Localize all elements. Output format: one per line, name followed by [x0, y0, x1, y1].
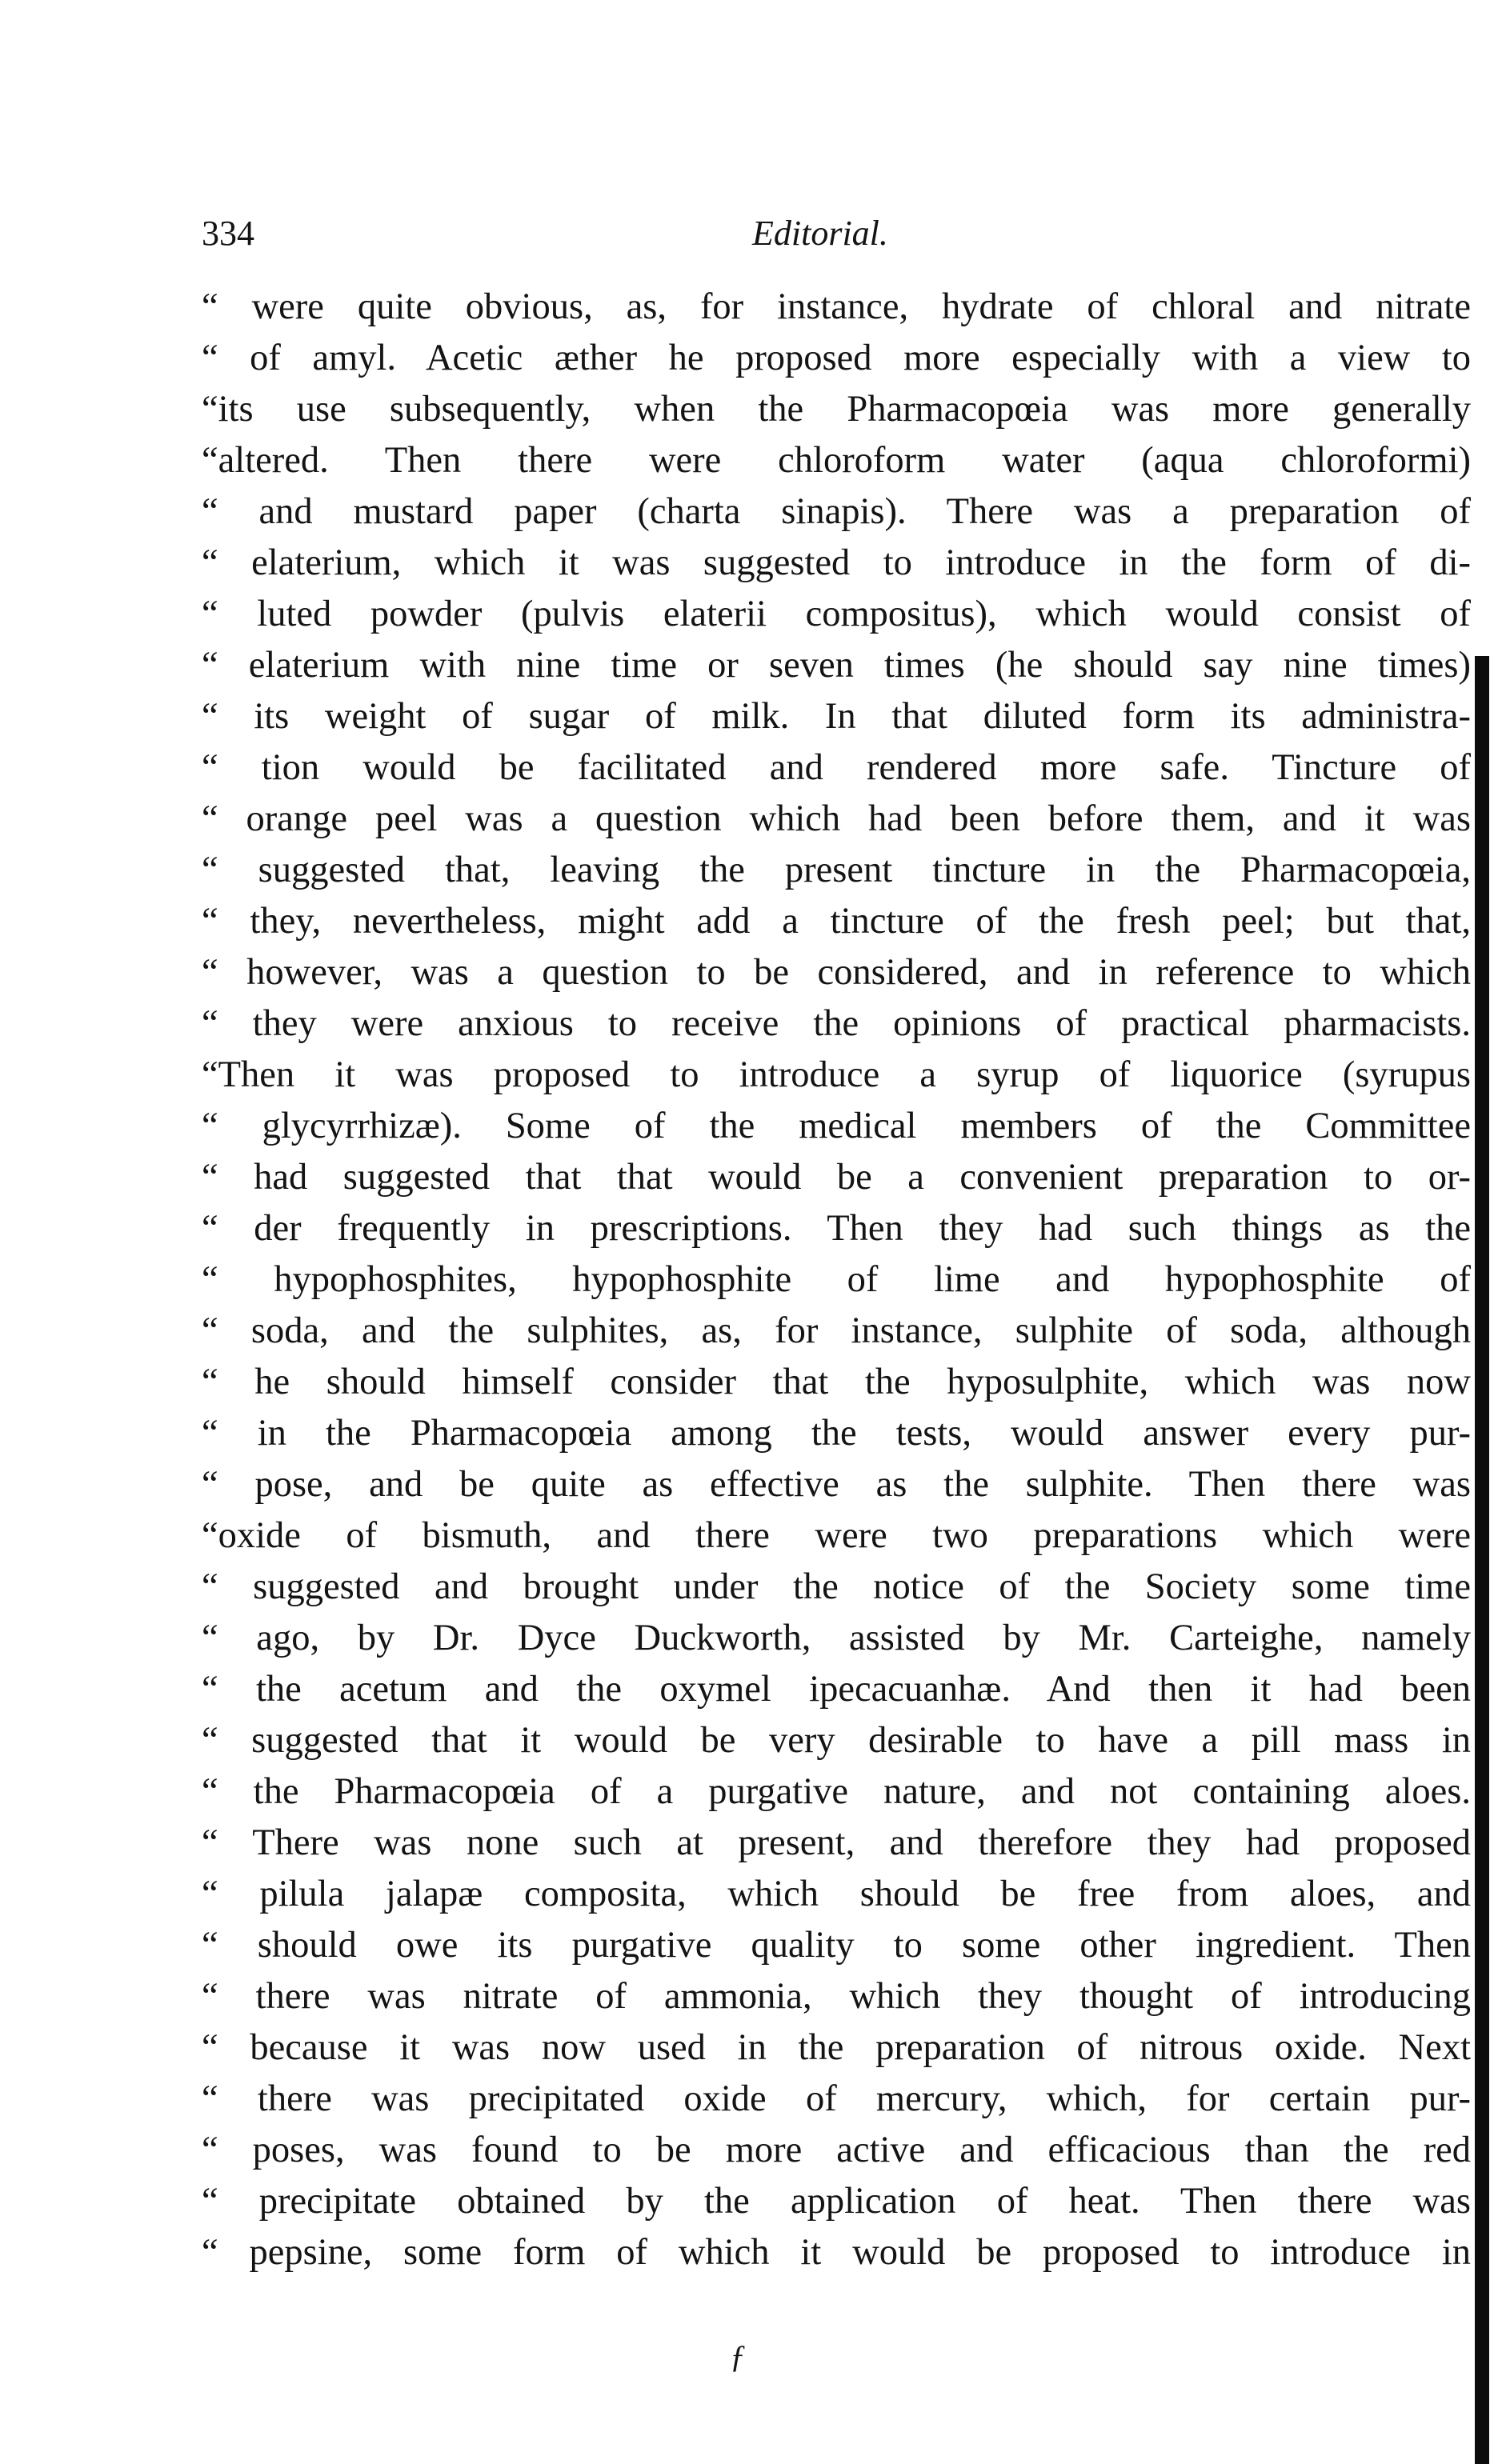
- text-line: “ der frequently in prescriptions. Then they had such things as the: [202, 1208, 1471, 1249]
- text-line: “ however, was a question to be considered, and in reference to which: [202, 952, 1471, 993]
- text-line: “ because it was now used in the preparation of nitrous oxide. Next: [202, 2027, 1471, 2068]
- text-line: “ they, nevertheless, might add a tincture of the fresh peel; but that,: [202, 901, 1471, 942]
- text-line: “ pose, and be quite as effective as the sulphite. Then there was: [202, 1464, 1471, 1505]
- text-line: “ luted powder (pulvis elaterii compositus), which would consist of: [202, 594, 1471, 634]
- text-line: “ orange peel was a question which had been before them, and it was: [202, 798, 1471, 839]
- text-line: “ ago, by Dr. Dyce Duckworth, assisted by Mr. Carteighe, namely: [202, 1618, 1471, 1658]
- text-line: “ pepsine, some form of which it would be proposed to introduce in: [202, 2232, 1471, 2273]
- page-number: 334: [202, 214, 254, 253]
- text-line: “ of amyl. Acetic æther he proposed more especially with a view to: [202, 338, 1471, 378]
- text-line: “ the Pharmacopœia of a purgative nature, and not containing aloes.: [202, 1771, 1471, 1812]
- text-line: “ he should himself consider that the hyposulphite, which was now: [202, 1362, 1471, 1402]
- running-title: Editorial.: [752, 214, 888, 253]
- text-line: “Then it was proposed to introduce a syrup of liquorice (syrupus: [202, 1054, 1471, 1095]
- page-header: [202, 210, 1482, 258]
- body-text: [202, 282, 1471, 2278]
- text-line: “its use subsequently, when the Pharmacopœia was more generally: [202, 389, 1471, 430]
- text-line: “ elaterium, which it was suggested to introduce in the form of di-: [202, 542, 1471, 583]
- text-line: “ poses, was found to be more active and efficacious than the red: [202, 2130, 1471, 2170]
- text-line: “ tion would be facilitated and rendered more safe. Tincture of: [202, 747, 1471, 788]
- text-line: “ suggested that, leaving the present tincture in the Pharmacopœia,: [202, 850, 1471, 890]
- footer-mark: ƒ: [730, 2338, 746, 2374]
- text-line: “ its weight of sugar of milk. In that diluted form its administra-: [202, 696, 1471, 737]
- text-line: “ hypophosphites, hypophosphite of lime and hypophosphite of: [202, 1259, 1471, 1300]
- text-line: “ There was none such at present, and therefore they had proposed: [202, 1822, 1471, 1863]
- text-line: “oxide of bismuth, and there were two preparations which were: [202, 1515, 1471, 1556]
- text-line: “ glycyrrhizæ). Some of the medical members of the Committee: [202, 1106, 1471, 1146]
- text-line: “ suggested that it would be very desirable to have a pill mass in: [202, 1720, 1471, 1761]
- text-line: “ elaterium with nine time or seven times (he should say nine times): [202, 645, 1471, 686]
- text-line: “ in the Pharmacopœia among the tests, would answer every pur-: [202, 1413, 1471, 1454]
- text-line: “ should owe its purgative quality to some other ingredient. Then: [202, 1925, 1471, 1966]
- text-line: “ there was nitrate of ammonia, which they thought of introducing: [202, 1976, 1471, 2017]
- text-line: “ pilula jalapæ composita, which should be free from aloes, and: [202, 1874, 1471, 1914]
- text-line: “altered. Then there were chloroform water (aqua chloroformi): [202, 440, 1471, 481]
- text-line: “ and mustard paper (charta sinapis). There was a preparation of: [202, 491, 1471, 532]
- text-line: “ soda, and the sulphites, as, for instance, sulphite of soda, although: [202, 1310, 1471, 1351]
- text-line: “ they were anxious to receive the opinions of practical pharmacists.: [202, 1003, 1471, 1044]
- text-line: “ there was precipitated oxide of mercury, which, for certain pur-: [202, 2078, 1471, 2119]
- text-line: “ suggested and brought under the notice of the Society some time: [202, 1566, 1471, 1607]
- binding-shadow: [1475, 656, 1489, 2464]
- text-line: “ were quite obvious, as, for instance, hydrate of chloral and nitrate: [202, 286, 1471, 327]
- text-line: “ had suggested that that would be a convenient preparation to or-: [202, 1157, 1471, 1198]
- text-line: “ precipitate obtained by the application of heat. Then there was: [202, 2181, 1471, 2222]
- text-line: “ the acetum and the oxymel ipecacuanhæ. And then it had been: [202, 1669, 1471, 1710]
